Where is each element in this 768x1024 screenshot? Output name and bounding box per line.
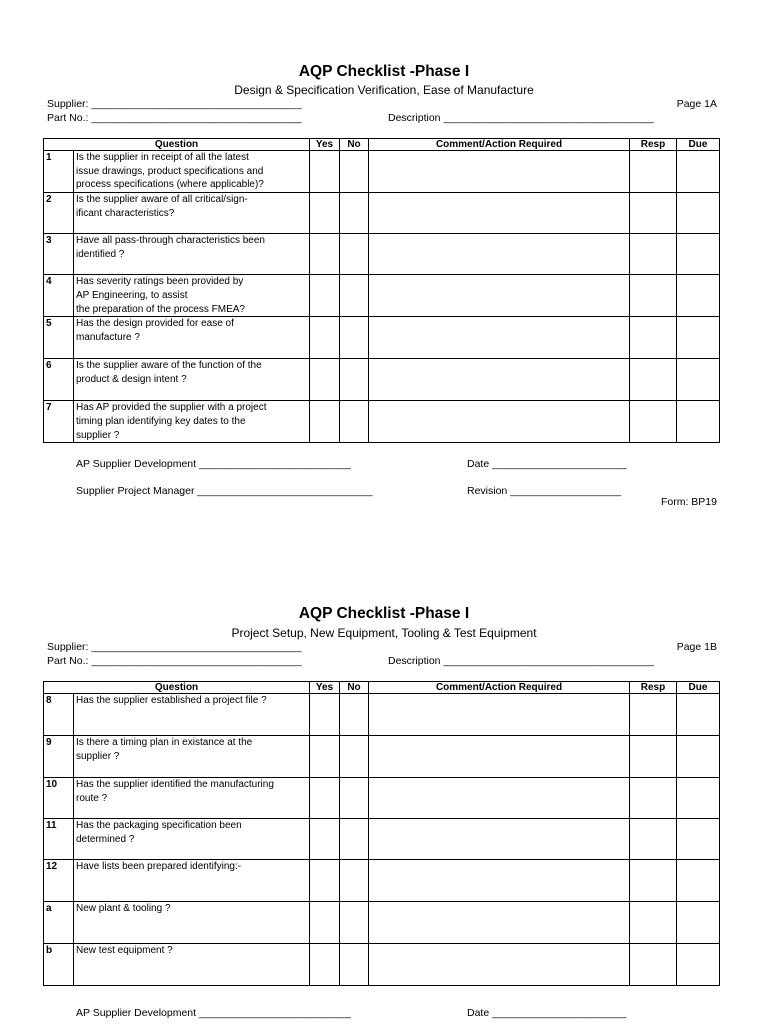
question-number: 5: [44, 317, 74, 359]
header-question: Question: [44, 139, 310, 151]
question-line: manufacture ?: [76, 331, 140, 343]
table-row: [44, 317, 720, 359]
header-resp: Resp: [630, 682, 677, 694]
due-cell[interactable]: [677, 778, 720, 819]
resp-cell[interactable]: [630, 778, 677, 819]
no-cell[interactable]: [340, 819, 369, 860]
question-number: 7: [44, 401, 74, 443]
yes-cell[interactable]: [310, 694, 340, 736]
due-cell[interactable]: [677, 819, 720, 860]
question-line: Has the design provided for ease of: [76, 318, 234, 330]
question-text: [74, 275, 310, 317]
sheet-subtitle: Project Setup, New Equipment, Tooling & Test Equipment: [231, 626, 537, 640]
table-row: [44, 778, 720, 819]
due-cell[interactable]: [677, 860, 720, 902]
no-cell[interactable]: [340, 275, 369, 317]
resp-cell[interactable]: [630, 317, 677, 359]
header-comment: Comment/Action Required: [369, 139, 630, 151]
yes-cell[interactable]: [310, 275, 340, 317]
comment-cell[interactable]: [369, 819, 630, 860]
question-line: Is the supplier aware of the function of the: [76, 360, 262, 372]
no-cell[interactable]: [340, 401, 369, 443]
comment-cell[interactable]: [369, 944, 630, 986]
resp-cell[interactable]: [630, 234, 677, 275]
question-line: New test equipment ?: [76, 945, 173, 956]
table-row: [44, 694, 720, 736]
sheet-subtitle: Design & Specification Verification, Ease of Manufacture: [234, 83, 534, 97]
header-due: Due: [677, 139, 720, 151]
header-yes: Yes: [310, 139, 340, 151]
resp-cell[interactable]: [630, 860, 677, 902]
question-number: 4: [44, 275, 74, 317]
supplier-project-manager-field: Supplier Project Manager ______________________________: [76, 485, 373, 497]
yes-cell[interactable]: [310, 902, 340, 944]
header-comment: Comment/Action Required: [369, 682, 630, 694]
table-row: [44, 736, 720, 778]
question-line: determined ?: [76, 833, 135, 845]
header-question: Question: [44, 682, 310, 694]
question-text: [74, 359, 310, 401]
yes-cell[interactable]: [310, 778, 340, 819]
no-cell[interactable]: [340, 234, 369, 275]
page-number: Page 1B: [676, 641, 717, 653]
yes-cell[interactable]: [310, 401, 340, 443]
comment-cell[interactable]: [369, 359, 630, 401]
checklist-table: [43, 138, 720, 443]
question-number: a: [44, 902, 74, 944]
due-cell[interactable]: [677, 401, 720, 443]
question-line: Has the packaging specification been: [76, 820, 242, 831]
sheet-title: AQP Checklist -Phase I: [298, 605, 470, 622]
question-line: Has AP provided the supplier with a project: [76, 402, 267, 414]
question-text: [74, 778, 310, 819]
form-number: Form: BP19: [660, 496, 717, 508]
no-cell[interactable]: [340, 317, 369, 359]
question-line: the preparation of the process FMEA?: [76, 303, 245, 315]
header-yes: Yes: [310, 682, 340, 694]
due-cell[interactable]: [677, 234, 720, 275]
yes-cell[interactable]: [310, 193, 340, 234]
date-field: Date _______________________: [467, 458, 627, 470]
question-line: Has the supplier established a project file ?: [76, 695, 267, 706]
no-cell[interactable]: [340, 151, 369, 193]
yes-cell[interactable]: [310, 944, 340, 986]
question-line: supplier ?: [76, 750, 120, 762]
table-row: [44, 944, 720, 986]
question-line: product & design intent ?: [76, 373, 187, 385]
table-row: [44, 151, 720, 193]
question-line: Has severity ratings been provided by: [76, 276, 244, 288]
comment-cell[interactable]: [369, 151, 630, 193]
question-line: timing plan identifying key dates to the: [76, 415, 246, 427]
description-field: Description ____________________________________: [388, 655, 654, 667]
due-cell[interactable]: [677, 317, 720, 359]
supplier-field: Supplier: ____________________________________: [47, 641, 302, 653]
header-due: Due: [677, 682, 720, 694]
comment-cell[interactable]: [369, 902, 630, 944]
question-line: Have all pass-through characteristics been: [76, 235, 265, 247]
question-line: ificant characteristics?: [76, 207, 175, 219]
ap-supplier-development-field: AP Supplier Development __________________________: [76, 458, 351, 470]
table-row: [44, 359, 720, 401]
table-header-row: [44, 139, 720, 151]
resp-cell[interactable]: [630, 944, 677, 986]
question-number: 12: [44, 860, 74, 902]
due-cell[interactable]: [677, 736, 720, 778]
comment-cell[interactable]: [369, 275, 630, 317]
question-line: Is the supplier in receipt of all the latest: [76, 152, 249, 163]
question-number: 10: [44, 778, 74, 819]
resp-cell[interactable]: [630, 275, 677, 317]
question-line: Have lists been prepared identifying:-: [76, 861, 242, 872]
question-number: 8: [44, 694, 74, 736]
resp-cell[interactable]: [630, 193, 677, 234]
question-line: Is the supplier aware of all critical/sign-: [76, 194, 248, 206]
yes-cell[interactable]: [310, 860, 340, 902]
revision-field: Revision ___________________: [467, 485, 622, 497]
resp-cell[interactable]: [630, 694, 677, 736]
question-line: issue drawings, product specifications and: [76, 165, 264, 177]
comment-cell[interactable]: [369, 234, 630, 275]
comment-cell[interactable]: [369, 401, 630, 443]
yes-cell[interactable]: [310, 819, 340, 860]
due-cell[interactable]: [677, 902, 720, 944]
no-cell[interactable]: [340, 860, 369, 902]
table-row: [44, 193, 720, 234]
yes-cell[interactable]: [310, 359, 340, 401]
due-cell[interactable]: [677, 275, 720, 317]
question-line: Has the supplier identified the manufacturing: [76, 779, 274, 790]
question-text: [74, 819, 310, 860]
table-header-row: [44, 682, 720, 694]
table-body: [44, 694, 720, 986]
resp-cell[interactable]: [630, 151, 677, 193]
yes-cell[interactable]: [310, 736, 340, 778]
resp-cell[interactable]: [630, 902, 677, 944]
question-number: 3: [44, 234, 74, 275]
question-text: [74, 234, 310, 275]
no-cell[interactable]: [340, 944, 369, 986]
page-number: Page 1A: [676, 98, 717, 110]
resp-cell[interactable]: [630, 819, 677, 860]
table-row: [44, 860, 720, 902]
due-cell[interactable]: [677, 944, 720, 986]
checklist-table: [43, 681, 720, 986]
question-text: [74, 694, 310, 736]
question-text: [74, 401, 310, 443]
question-number: b: [44, 944, 74, 986]
table-row: [44, 902, 720, 944]
question-line: supplier ?: [76, 429, 120, 441]
question-line: Is there a timing plan in existance at the: [76, 737, 253, 748]
comment-cell[interactable]: [369, 694, 630, 736]
no-cell[interactable]: [340, 193, 369, 234]
table-row: [44, 234, 720, 275]
header-no: No: [340, 682, 369, 694]
resp-cell[interactable]: [630, 401, 677, 443]
due-cell[interactable]: [677, 694, 720, 736]
question-text: [74, 736, 310, 778]
due-cell[interactable]: [677, 359, 720, 401]
sheet-title: AQP Checklist -Phase I: [298, 63, 470, 80]
no-cell[interactable]: [340, 778, 369, 819]
question-text: [74, 860, 310, 902]
comment-cell[interactable]: [369, 778, 630, 819]
question-number: 9: [44, 736, 74, 778]
question-text: [74, 944, 310, 986]
table-row: [44, 275, 720, 317]
yes-cell[interactable]: [310, 151, 340, 193]
question-text: [74, 317, 310, 359]
no-cell[interactable]: [340, 902, 369, 944]
question-line: process specifications (where applicable)?: [76, 179, 264, 191]
comment-cell[interactable]: [369, 317, 630, 359]
header-resp: Resp: [630, 139, 677, 151]
yes-cell[interactable]: [310, 234, 340, 275]
supplier-field: Supplier: ____________________________________: [47, 98, 302, 110]
part-number-field: Part No.: ____________________________________: [47, 112, 302, 124]
due-cell[interactable]: [677, 151, 720, 193]
due-cell[interactable]: [677, 193, 720, 234]
question-number: 11: [44, 819, 74, 860]
yes-cell[interactable]: [310, 317, 340, 359]
question-number: 1: [44, 151, 74, 193]
no-cell[interactable]: [340, 359, 369, 401]
question-line: AP Engineering, to assist: [76, 289, 188, 301]
question-number: 2: [44, 193, 74, 234]
resp-cell[interactable]: [630, 736, 677, 778]
question-text: [74, 193, 310, 234]
comment-cell[interactable]: [369, 736, 630, 778]
question-text: [74, 902, 310, 944]
question-number: 6: [44, 359, 74, 401]
description-field: Description ____________________________________: [388, 112, 654, 124]
question-line: New plant & tooling ?: [76, 903, 171, 914]
question-line: identified ?: [76, 248, 125, 260]
date-field: Date _______________________: [467, 1007, 627, 1019]
comment-cell[interactable]: [369, 860, 630, 902]
part-number-field: Part No.: ____________________________________: [47, 655, 302, 667]
table-body: [44, 151, 720, 443]
header-no: No: [340, 139, 369, 151]
resp-cell[interactable]: [630, 359, 677, 401]
ap-supplier-development-field: AP Supplier Development __________________________: [76, 1007, 351, 1019]
question-text: [74, 151, 310, 193]
table-row: [44, 401, 720, 443]
no-cell[interactable]: [340, 694, 369, 736]
comment-cell[interactable]: [369, 193, 630, 234]
table-row: [44, 819, 720, 860]
question-line: route ?: [76, 792, 108, 804]
no-cell[interactable]: [340, 736, 369, 778]
